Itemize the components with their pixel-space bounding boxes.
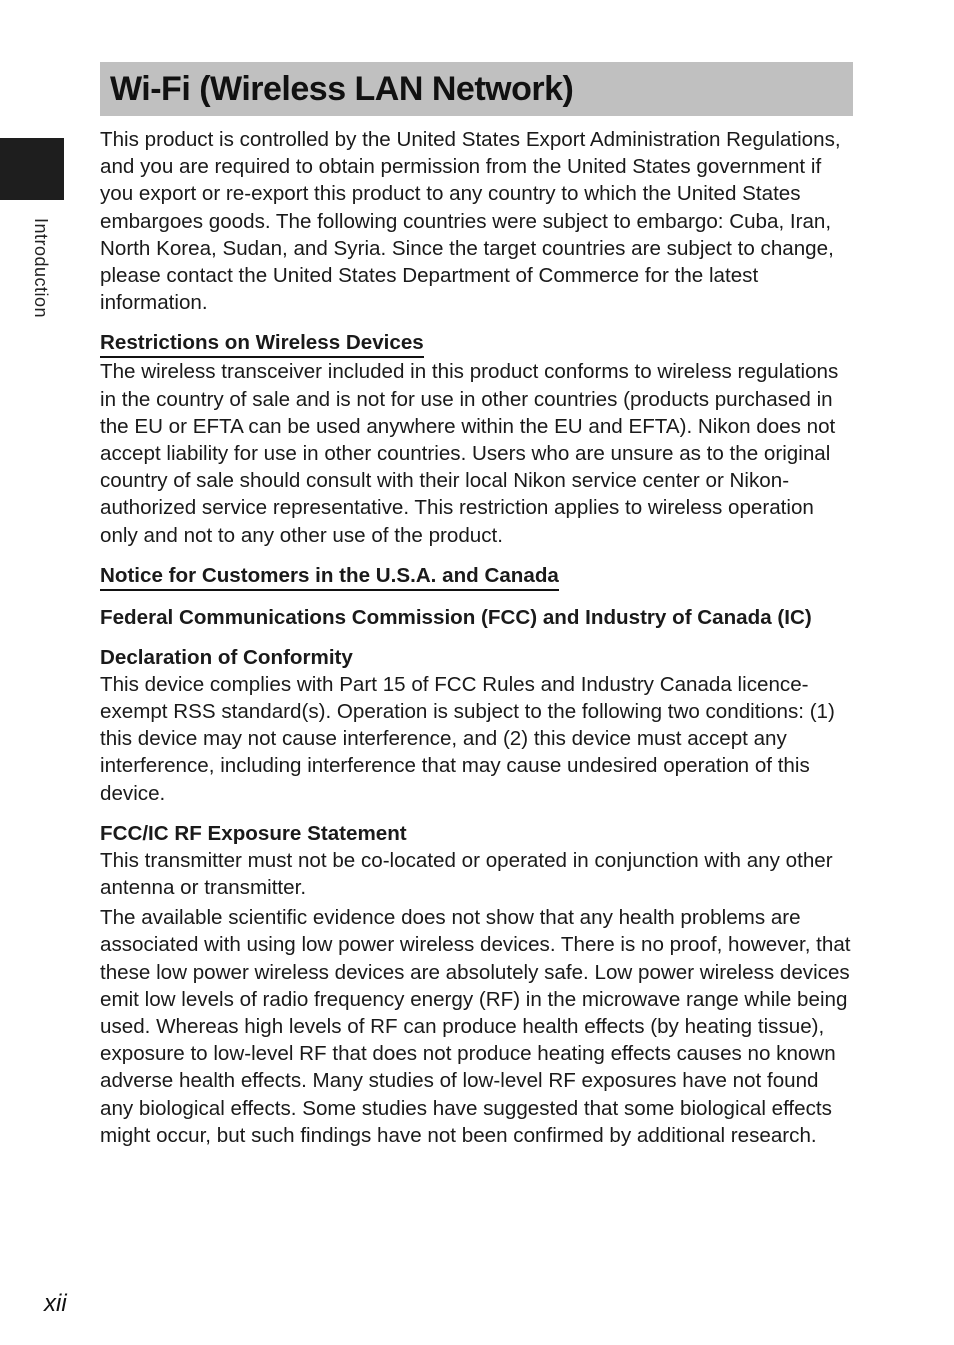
- rf-exposure-section: [100, 820, 853, 1149]
- section-tab-marker: [0, 138, 64, 200]
- notice-section: [100, 562, 853, 591]
- intro-paragraph: This product is controlled by the United States Export Administration Regulations, and you are required to obtain permission from the United States government if you export or re-export this product to any country to which the United States embargoes goods. The following countries were subject to embargo: Cuba, Iran, North Korea, Sudan, and Syria. Since the target countries are subject to change, please contact the United States Department of Commerce for the latest information.: [100, 128, 841, 315]
- declaration-section: [100, 644, 853, 807]
- declaration-heading: Declaration of Conformity: [100, 645, 353, 669]
- rf-exposure-paragraph-1: This transmitter must not be co-located or operated in conjunction with any other antenna or transmitter.: [100, 848, 833, 900]
- page-number: xii: [44, 1290, 67, 1317]
- page-title: Wi-Fi (Wireless LAN Network): [110, 69, 574, 108]
- notice-heading: Notice for Customers in the U.S.A. and Canada: [100, 564, 559, 591]
- fcc-section: [100, 604, 853, 631]
- rf-exposure-paragraph-2: The available scientific evidence does not show that any health problems are associated with using low power wireless devices. There is no proof, however, that these low power wireless devices are absolutely safe. Low power wireless devices emit low levels of radio frequency energy (RF) in the microwave range while being used. Whereas high levels of RF can produce health effects (by heating tissue), exposure to low-level RF that does not produce heating effects causes no known adverse health effects. Many studies of low-level RF exposures have not found any biological effects. Some studies have suggested that some biological effects might occur, but such findings have not been confirmed by additional research.: [100, 906, 851, 1147]
- page-title-bar: [100, 62, 853, 116]
- section-label: Introduction: [31, 218, 51, 319]
- restrictions-paragraph: The wireless transceiver included in this product conforms to wireless regulations in the country of sale and is not for use in other countries (products purchased in the EU or EFTA can be used anywhere within the EU and EFTA). Nikon does not accept liability for use in other countries. Users who are unsure as to the original country of sale should consult with their local Nikon service center or Nikon-authorized service representative. This restriction applies to wireless operation only and not to any other use of the product.: [100, 360, 839, 547]
- restrictions-section: [100, 329, 853, 548]
- restrictions-heading: Restrictions on Wireless Devices: [100, 331, 424, 358]
- rf-exposure-heading: FCC/IC RF Exposure Statement: [100, 821, 407, 845]
- declaration-paragraph: This device complies with Part 15 of FCC Rules and Industry Canada licence-exempt RSS standard(s). Operation is subject to the following two conditions: (1) this device may not cause interference, and (2) this device must accept any interference, including interference that may cause undesired operation of this device.: [100, 672, 835, 805]
- document-body: [100, 126, 853, 1149]
- fcc-heading: Federal Communications Commission (FCC) and Industry of Canada (IC): [100, 605, 812, 629]
